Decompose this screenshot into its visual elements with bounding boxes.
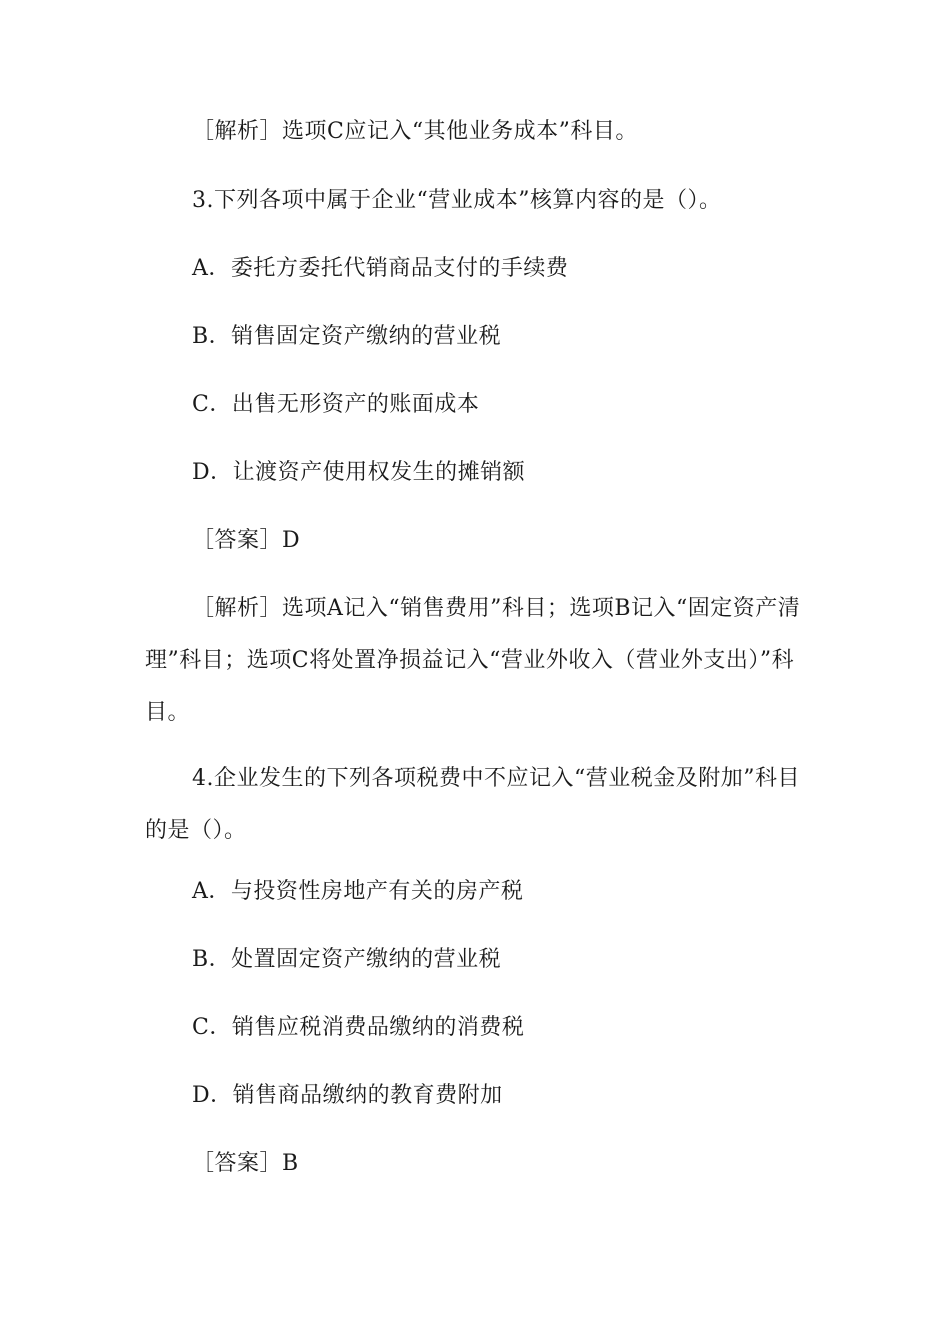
q3-option-a: A．委托方委托代销商品支付的手续费 <box>192 256 569 281</box>
q4-option-c: C．销售应税消费品缴纳的消费税 <box>192 1015 525 1040</box>
q3-analysis: ［解析］选项A记入“销售费用”科目；选项B记入“固定资产清理”科目；选项C将处置净损益记入“营业外收入（营业外支出）”科目。 <box>145 596 801 725</box>
q3-stem: 3.下列各项中属于企业“营业成本”核算内容的是（）。 <box>192 188 722 213</box>
q2-analysis: ［解析］选项C应记入“其他业务成本”科目。 <box>192 119 638 144</box>
q3-option-b: B．销售固定资产缴纳的营业税 <box>192 324 502 349</box>
q3-answer: ［答案］D <box>192 528 301 553</box>
q4-option-d: D．销售商品缴纳的教育费附加 <box>192 1083 503 1108</box>
q4-answer: ［答案］B <box>192 1151 299 1176</box>
q4-option-a: A．与投资性房地产有关的房产税 <box>192 879 524 904</box>
q4-option-b: B．处置固定资产缴纳的营业税 <box>192 947 502 972</box>
q4-stem: 4.企业发生的下列各项税费中不应记入“营业税金及附加”科目的是（）。 <box>145 766 800 843</box>
q3-option-c: C．出售无形资产的账面成本 <box>192 392 480 417</box>
q3-option-d: D．让渡资产使用权发生的摊销额 <box>192 460 526 485</box>
